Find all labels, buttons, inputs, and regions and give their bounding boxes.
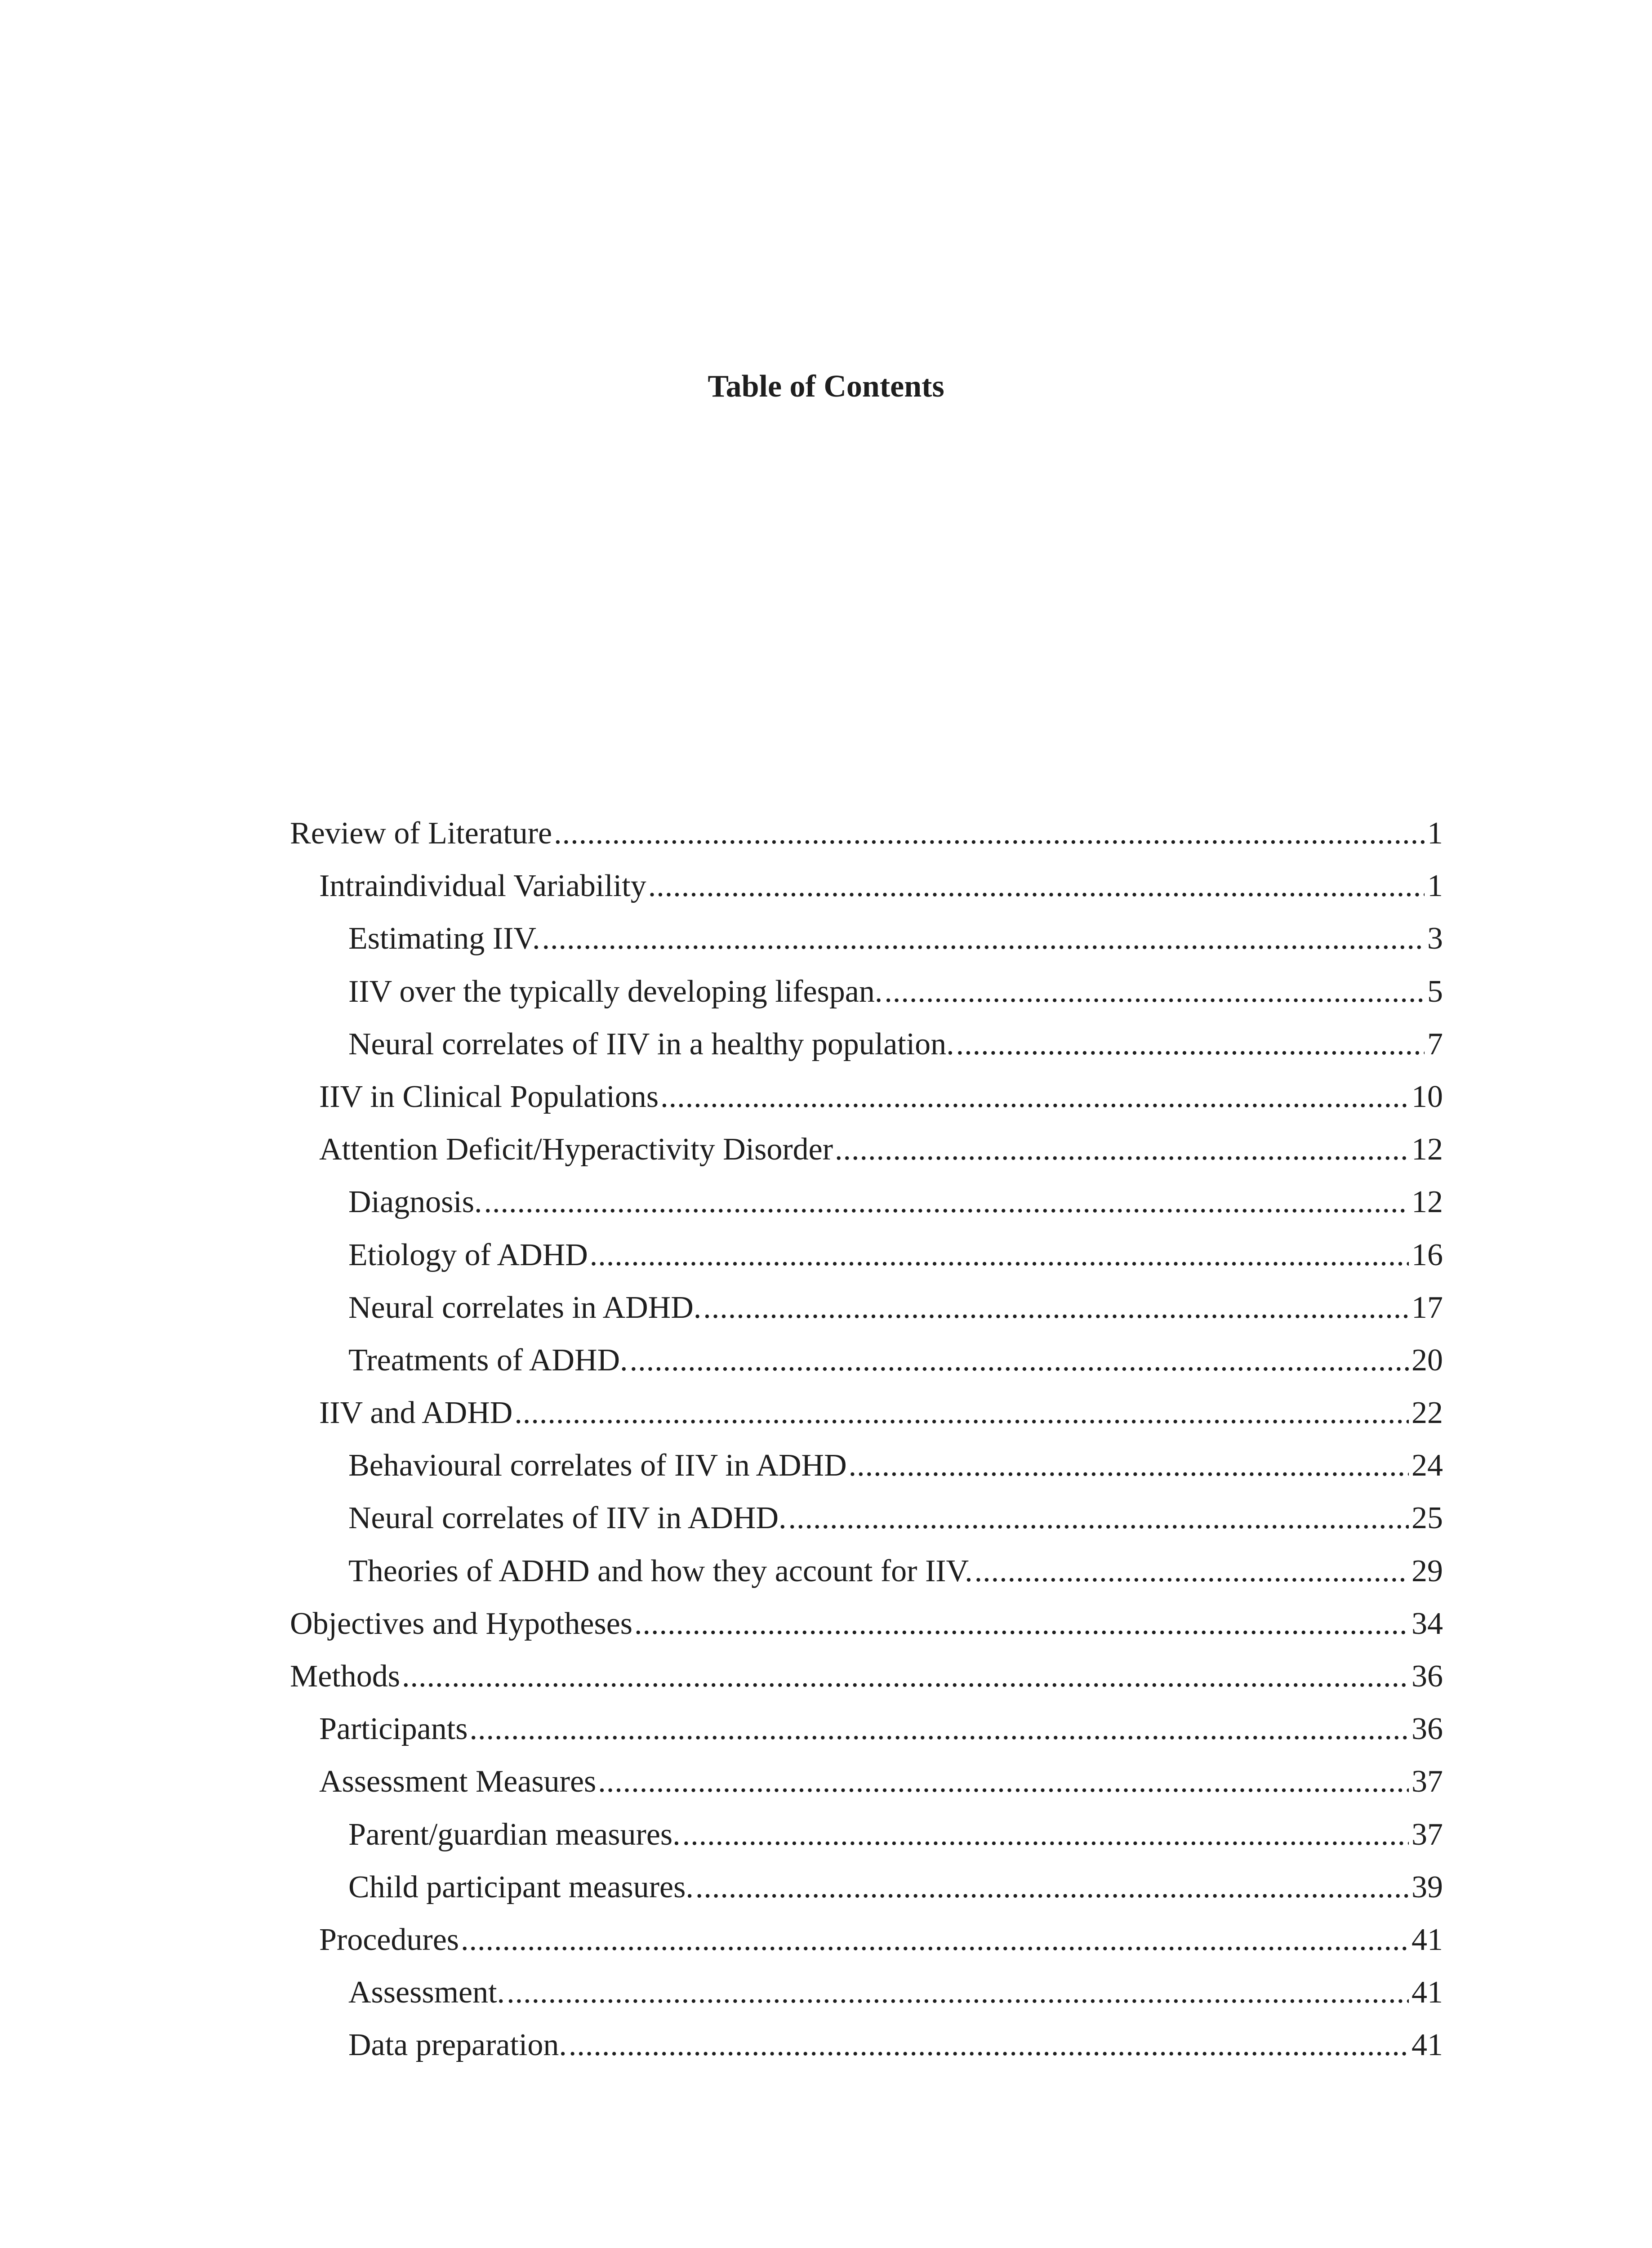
toc-entry-neural-correlates-adhd[interactable] [290,1281,1443,1334]
dot-leader [590,1229,1409,1281]
toc-entry-intraindividual-variability[interactable] [290,860,1443,912]
toc-entry-label: Diagnosis. [348,1185,482,1220]
toc-entry-page-number: 3 [1427,921,1443,956]
toc-entry-label: Attention Deficit/Hyperactivity Disorder [319,1132,833,1167]
dot-leader [569,2019,1409,2071]
toc-entry-page-number: 41 [1412,1922,1443,1957]
toc-entry-label: Estimating IIV. [348,921,540,956]
toc-entry-page-number: 17 [1412,1290,1443,1325]
toc-entry-label: Methods [290,1659,400,1694]
toc-entry-methods[interactable] [290,1650,1443,1703]
toc-entry-page-number: 10 [1412,1079,1443,1114]
toc-entry-iiv-clinical-populations[interactable] [290,1070,1443,1123]
dot-leader [703,1281,1409,1334]
dot-leader [956,1018,1425,1070]
dot-leader [542,912,1425,965]
dot-leader [884,965,1425,1018]
table-of-contents [290,807,1443,2072]
toc-entry-label: IIV over the typically developing lifespan. [348,974,883,1009]
toc-entry-label: Child participant measures. [348,1869,694,1905]
dot-leader [648,860,1425,912]
toc-entry-treatments[interactable] [290,1334,1443,1387]
toc-entry-label: Parent/guardian measures. [348,1817,681,1852]
dot-leader [682,1808,1409,1861]
toc-entry-label: Etiology of ADHD [348,1237,588,1272]
toc-entry-etiology[interactable] [290,1229,1443,1281]
toc-entry-page-number: 41 [1412,2028,1443,2063]
dot-leader [788,1492,1409,1544]
toc-entry-label: Review of Literature [290,816,552,851]
toc-entry-neural-correlates-iiv-adhd[interactable] [290,1492,1443,1544]
toc-entry-label: Assessment Measures [319,1764,597,1799]
toc-entry-label: Procedures [319,1922,459,1957]
toc-entry-neural-correlates-healthy[interactable] [290,1018,1443,1070]
toc-entry-page-number: 39 [1412,1869,1443,1905]
toc-entry-data-preparation[interactable] [290,2019,1443,2071]
toc-entry-label: Neural correlates in ADHD. [348,1290,702,1325]
toc-entry-label: Neural correlates of IIV in a healthy population. [348,1026,954,1062]
toc-entry-page-number: 41 [1412,1975,1443,2010]
toc-entry-page-number: 36 [1412,1712,1443,1747]
dot-leader [660,1070,1409,1123]
dot-leader [975,1545,1409,1597]
dot-leader [554,807,1425,860]
toc-entry-label: Neural correlates of IIV in ADHD. [348,1501,787,1536]
toc-entry-review-of-literature[interactable] [290,807,1443,860]
toc-entry-objectives[interactable] [290,1597,1443,1650]
toc-entry-page-number: 5 [1427,974,1443,1009]
dot-leader [630,1334,1409,1387]
toc-entry-label: Objectives and Hypotheses [290,1606,633,1641]
toc-entry-page-number: 22 [1412,1396,1443,1431]
toc-entry-theories-of-adhd[interactable] [290,1545,1443,1597]
toc-entry-page-number: 20 [1412,1343,1443,1378]
toc-entry-page-number: 36 [1412,1659,1443,1694]
toc-entry-page-number: 24 [1412,1448,1443,1483]
dot-leader [461,1913,1409,1966]
toc-entry-page-number: 37 [1412,1764,1443,1799]
toc-entry-page-number: 12 [1412,1185,1443,1220]
dot-leader [598,1755,1409,1808]
toc-entry-label: Assessment. [348,1975,505,2010]
dot-leader [835,1123,1409,1176]
toc-entry-label: Intraindividual Variability [319,869,646,904]
toc-entry-page-number: 37 [1412,1817,1443,1852]
toc-entry-iiv-and-adhd[interactable] [290,1387,1443,1439]
toc-entry-page-number: 12 [1412,1132,1443,1167]
toc-entry-child-participant-measures[interactable] [290,1861,1443,1913]
toc-entry-behavioural-correlates[interactable] [290,1439,1443,1492]
toc-entry-label: Participants [319,1712,468,1747]
toc-entry-iiv-lifespan[interactable] [290,965,1443,1018]
toc-entry-label: Treatments of ADHD. [348,1343,628,1378]
toc-entry-page-number: 25 [1412,1501,1443,1536]
dot-leader [849,1439,1409,1492]
toc-entry-participants[interactable] [290,1703,1443,1755]
dot-leader [507,1966,1409,2019]
toc-entry-parent-guardian-measures[interactable] [290,1808,1443,1861]
toc-entry-procedures[interactable] [290,1913,1443,1966]
toc-entry-label: Behavioural correlates of IIV in ADHD [348,1448,847,1483]
toc-entry-assessment[interactable] [290,1966,1443,2019]
toc-entry-estimating-iiv[interactable] [290,912,1443,965]
dot-leader [695,1861,1409,1913]
toc-entry-page-number: 29 [1412,1553,1443,1588]
toc-entry-page-number: 16 [1412,1237,1443,1272]
toc-entry-page-number: 7 [1427,1026,1443,1062]
toc-entry-label: Data preparation. [348,2028,567,2063]
dot-leader [514,1387,1409,1439]
toc-entry-label: Theories of ADHD and how they account for IIV. [348,1553,973,1588]
toc-entry-label: IIV and ADHD [319,1396,513,1431]
toc-entry-assessment-measures[interactable] [290,1755,1443,1808]
dot-leader [634,1597,1409,1650]
toc-entry-diagnosis[interactable] [290,1176,1443,1228]
toc-entry-page-number: 34 [1412,1606,1443,1641]
toc-entry-page-number: 1 [1427,816,1443,851]
toc-entry-label: IIV in Clinical Populations [319,1079,659,1114]
toc-entry-page-number: 1 [1427,869,1443,904]
page-title: Table of Contents [708,369,944,404]
toc-entry-adhd[interactable] [290,1123,1443,1176]
dot-leader [402,1650,1409,1703]
dot-leader [469,1703,1409,1755]
dot-leader [484,1176,1409,1228]
